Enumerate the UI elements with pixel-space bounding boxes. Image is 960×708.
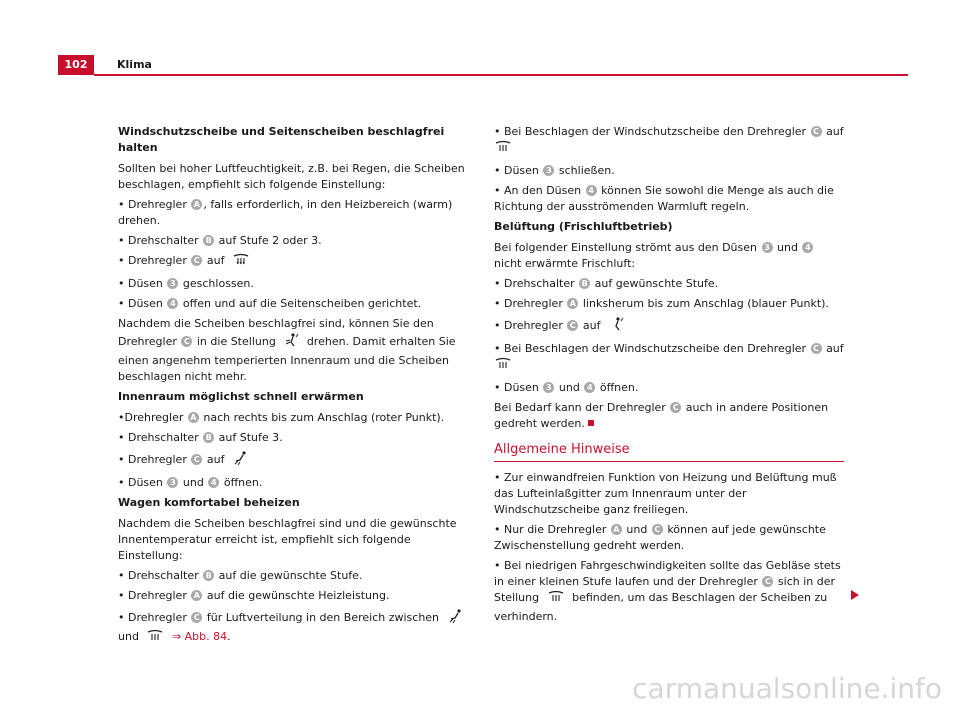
list-item: • Düsen 3 schließen. xyxy=(494,164,615,177)
control-badge-a: A xyxy=(567,298,578,309)
list-item: • Düsen 3 und 4 öffnen. xyxy=(494,381,639,394)
control-badge-a: A xyxy=(188,412,199,423)
windshield-defrost-icon xyxy=(232,253,250,272)
windshield-defrost-icon xyxy=(494,357,512,376)
paragraph: Sollten bei hoher Luftfeuchtigkeit, z.B. bei Regen, die Scheiben beschlagen, empfiehlt sich folgende Einstellung: xyxy=(118,162,465,191)
page-number: 102 xyxy=(58,55,94,75)
figure-reference-link[interactable]: ⇒ Abb. 84 xyxy=(171,630,228,643)
list-item: •Drehregler A nach rechts bis zum Anschlag (roter Punkt). xyxy=(118,411,445,424)
vent-badge-3: 3 xyxy=(167,477,178,488)
list-item: • Drehregler C auf xyxy=(118,253,468,272)
vent-badge-3: 3 xyxy=(762,242,773,253)
list-item: • Bei niedrigen Fahrgeschwindigkeiten sollte das Gebläse stets in einer kleinen Stufe laufen und der Drehregler C sich in der Stellung befinden, um das Beschlagen der Scheiben zu verhindern. xyxy=(494,559,841,623)
end-of-section-marker xyxy=(588,420,594,426)
list-item: • Drehschalter B auf gewünschte Stufe. xyxy=(494,277,719,290)
header-rule xyxy=(94,74,908,76)
control-badge-c: C xyxy=(811,126,822,137)
control-badge-b: B xyxy=(203,570,214,581)
list-item: • Düsen 4 offen und auf die Seitenscheiben gerichtet. xyxy=(118,297,422,310)
section-title-general-notes: Allgemeine Hinweise xyxy=(494,442,844,462)
control-badge-c: C xyxy=(181,336,192,347)
control-badge-b: B xyxy=(579,278,590,289)
control-badge-a: A xyxy=(191,199,202,210)
paragraph: Bei folgender Einstellung strömt aus den Düsen 3 und 4 nicht erwärmte Frischluft: xyxy=(494,240,844,272)
control-badge-a: A xyxy=(191,590,202,601)
footwell-air-icon xyxy=(232,450,248,471)
list-item: • Bei Beschlagen der Windschutzscheibe den Drehregler C auf xyxy=(494,124,844,159)
list-item: • Düsen 3 geschlossen. xyxy=(118,277,254,290)
list-item: • Nur die Drehregler A und C können auf jede gewünschte Zwischenstellung gedreht werden. xyxy=(494,523,826,552)
list-item: • Drehschalter B auf Stufe 3. xyxy=(118,431,283,444)
paragraph: Bei Bedarf kann der Drehregler C auch in andere Positionen gedreht werden. xyxy=(494,401,829,430)
vent-badge-3: 3 xyxy=(543,382,554,393)
page-header xyxy=(58,55,908,77)
control-badge-c: C xyxy=(567,320,578,331)
section-title-defrost: Windschutzscheibe und Seitenscheiben beschlagfrei halten xyxy=(118,125,445,154)
vent-badge-4: 4 xyxy=(802,242,813,253)
vent-badge-3: 3 xyxy=(543,165,554,176)
control-badge-a: A xyxy=(611,524,622,535)
list-item: • Drehregler A linksherum bis zum Anschlag (blauer Punkt). xyxy=(494,297,829,310)
vent-badge-4: 4 xyxy=(167,298,178,309)
vent-badge-3: 3 xyxy=(167,278,178,289)
paragraph: Nachdem die Scheiben beschlagfrei sind und die gewünschte Innentemperatur erreicht ist, empfiehlt sich folgende Einstellung: xyxy=(118,517,457,562)
section-title-ventilation: Belüftung (Frischluftbetrieb) xyxy=(494,220,673,233)
windshield-defrost-icon xyxy=(494,140,512,159)
control-badge-c: C xyxy=(811,343,822,354)
vent-badge-4: 4 xyxy=(208,477,219,488)
list-item: • Drehregler A , falls erforderlich, in den Heizbereich (warm) drehen. xyxy=(118,198,453,227)
chapter-title: Klima xyxy=(117,58,152,71)
control-badge-c: C xyxy=(652,524,663,535)
vent-badge-4: 4 xyxy=(586,185,597,196)
control-badge-b: B xyxy=(203,235,214,246)
list-item: • Drehschalter B auf die gewünschte Stufe. xyxy=(118,569,363,582)
list-item: • Drehregler C auf xyxy=(494,316,844,337)
paragraph: Nachdem die Scheiben beschlagfrei sind, können Sie den Drehregler C in die Stellung drehen. Damit erhalten Sie einen angenehm temperierten Innenraum und die Scheiben beschlagen nicht mehr. xyxy=(118,317,456,383)
continue-arrow-icon xyxy=(851,590,859,600)
control-badge-b: B xyxy=(203,432,214,443)
footwell-air-icon xyxy=(447,608,463,629)
list-item: • Zur einwandfreien Funktion von Heizung und Belüftung muß das Lufteinlaßgitter zum Innenraum unter der Windschutzscheibe ganz freiliegen. xyxy=(494,471,837,516)
vent-badge-4: 4 xyxy=(584,382,595,393)
control-badge-c: C xyxy=(670,402,681,413)
windshield-defrost-icon xyxy=(146,629,164,648)
list-item: • Düsen 3 und 4 öffnen. xyxy=(118,476,263,489)
control-badge-c: C xyxy=(191,612,202,623)
control-badge-c: C xyxy=(762,576,773,587)
control-badge-c: C xyxy=(191,454,202,465)
list-item: • An den Düsen 4 können Sie sowohl die Menge als auch die Richtung der ausströmenden Warmluft regeln. xyxy=(494,184,834,213)
list-item: • Drehschalter B auf Stufe 2 oder 3. xyxy=(118,234,322,247)
list-item: • Drehregler C auf xyxy=(118,450,468,471)
air-distribution-icon xyxy=(283,332,299,353)
list-item: • Drehregler C für Luftverteilung in den Bereich zwischen und ⇒ Abb. 84. xyxy=(118,608,468,648)
list-item: • Drehregler A auf die gewünschte Heizleistung. xyxy=(118,589,390,602)
section-title-comfort-heat: Wagen komfortabel beheizen xyxy=(118,496,300,509)
control-badge-c: C xyxy=(191,255,202,266)
windshield-defrost-icon xyxy=(547,590,565,609)
air-distribution-icon xyxy=(608,316,624,337)
watermark: carmanualsonline.info xyxy=(632,672,942,705)
section-title-quick-heat: Innenraum möglichst schnell erwärmen xyxy=(118,390,364,403)
right-column xyxy=(494,124,844,629)
list-item: • Bei Beschlagen der Windschutzscheibe den Drehregler C auf xyxy=(494,341,844,376)
left-column xyxy=(118,124,468,652)
